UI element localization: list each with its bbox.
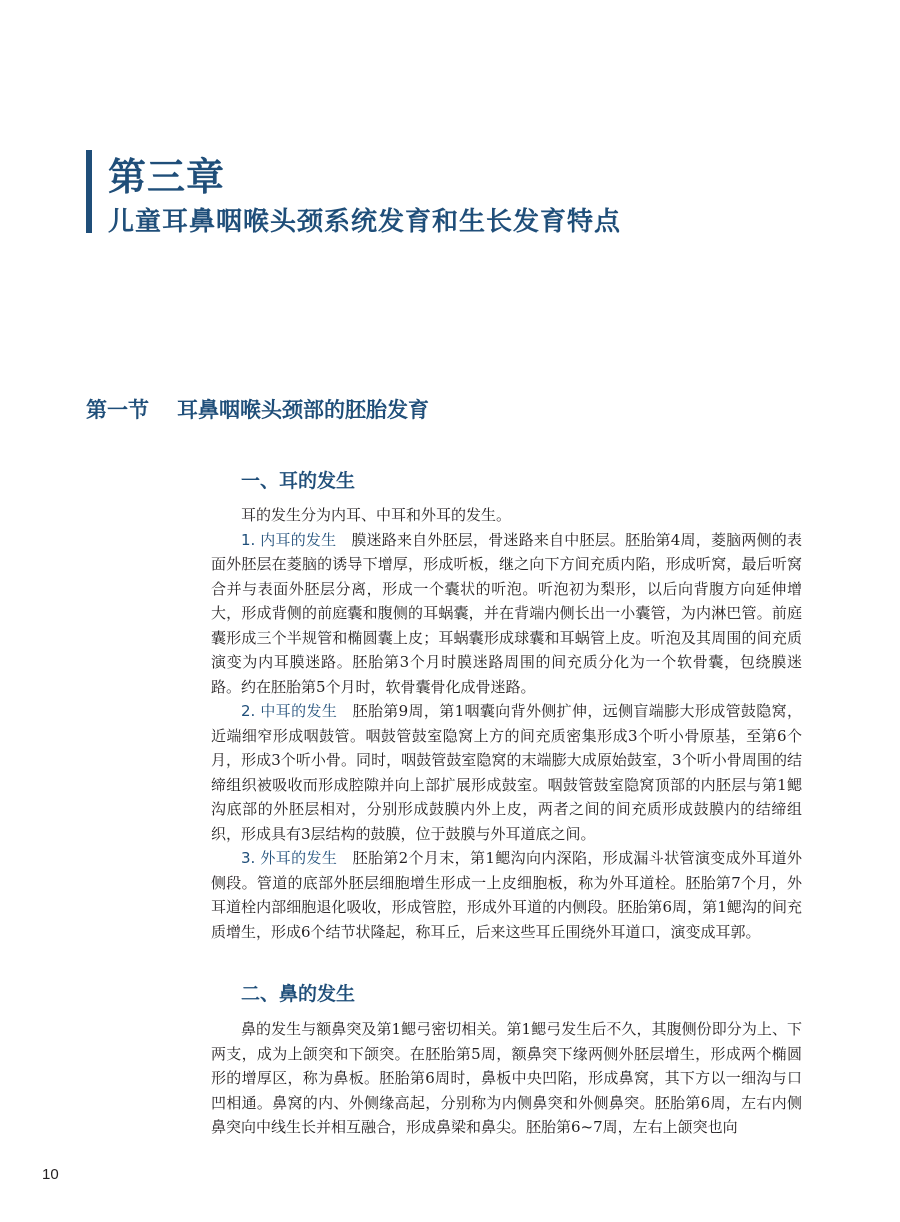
outer-ear-paragraph	[211, 846, 802, 944]
chapter-number: 第三章	[108, 155, 226, 199]
middle-ear-paragraph	[211, 699, 802, 846]
ear-heading: 一、耳的发生	[241, 470, 356, 492]
nose-body	[211, 1017, 802, 1140]
inner-ear-head: 1. 内耳的发生	[241, 530, 337, 549]
outer-ear-head: 3. 外耳的发生	[241, 849, 338, 867]
section-number: 第一节	[86, 398, 149, 422]
ear-intro: 耳的发生分为内耳、中耳和外耳的发生。	[241, 506, 512, 524]
section-heading	[86, 394, 429, 424]
page-number: 10	[42, 1166, 59, 1183]
nose-heading: 二、鼻的发生	[241, 983, 356, 1005]
inner-ear-paragraph	[211, 528, 802, 700]
section-title: 耳鼻咽喉头颈部的胚胎发育	[177, 398, 429, 422]
nose-paragraph: 鼻的发生与额鼻突及第1鳃弓密切相关。第1鳃弓发生后不久，其腹侧份即分为上、下两支，成为上颌突和下颌突。在胚胎第5周，额鼻突下缘两侧外胚层增生，形成两个椭圆形的增厚区，称为鼻板。胚胎第6周时，鼻板中央凹陷，形成鼻窝，其下方以一细沟与口凹相通。鼻窝的内、外侧缘高起，分别称为内侧鼻突和外侧鼻突。胚胎第6周，左右内侧鼻突向中线生长并相互融合，形成鼻梁和鼻尖。胚胎第6~7周，左右上颌突也向	[211, 1020, 802, 1136]
middle-ear-head: 2. 中耳的发生	[241, 702, 338, 720]
ear-body	[211, 503, 802, 944]
chapter-title: 儿童耳鼻咽喉头颈系统发育和生长发育特点	[108, 207, 622, 237]
chapter-accent-bar	[86, 150, 92, 233]
middle-ear-text: 胚胎第9周，第1咽囊向背外侧扩伸，远侧盲端膨大形成管鼓隐窝，近端细窄形成咽鼓管。咽鼓管鼓室隐窝上方的间充质密集形成3个听小骨原基，至第6个月，形成3个听小骨。同时，咽鼓管鼓室隐窝的末端膨大成原始鼓室，3个听小骨周围的结缔组织被吸收而形成腔隙并向上部扩展形成鼓室。咽鼓管鼓室隐窝顶部的内胚层与第1鳃沟底部的外胚层相对，分别形成鼓膜内外上皮，两者之间的间充质形成鼓膜内的结缔组织，形成具有3层结构的鼓膜，位于鼓膜与外耳道底之间。	[211, 702, 802, 843]
outer-ear-text: 胚胎第2个月末，第1鳃沟向内深陷，形成漏斗状管演变成外耳道外侧段。管道的底部外胚层细胞增生形成一上皮细胞板，称为外耳道栓。胚胎第7个月，外耳道栓内部细胞退化吸收，形成管腔，形成外耳道的内侧段。胚胎第6周，第1鳃沟的间充质增生，形成6个结节状隆起，称耳丘，后来这些耳丘围绕外耳道口，演变成耳郭。	[211, 849, 802, 941]
inner-ear-text: 膜迷路来自外胚层，骨迷路来自中胚层。胚胎第4周，菱脑两侧的表面外胚层在菱脑的诱导下增厚，形成听板，继之向下方间充质内陷，形成听窝，最后听窝合并与表面外胚层分离，形成一个囊状的听泡。听泡初为梨形，以后向背腹方向延伸增大，形成背侧的前庭囊和腹侧的耳蜗囊，并在背端内侧长出一小囊管，为内淋巴管。前庭囊形成三个半规管和椭圆囊上皮；耳蜗囊形成球囊和耳蜗管上皮。听泡及其周围的间充质演变为内耳膜迷路。胚胎第3个月时膜迷路周围的间充质分化为一个软骨囊，包绕膜迷路。约在胚胎第5个月时，软骨囊骨化成骨迷路。	[211, 530, 803, 696]
